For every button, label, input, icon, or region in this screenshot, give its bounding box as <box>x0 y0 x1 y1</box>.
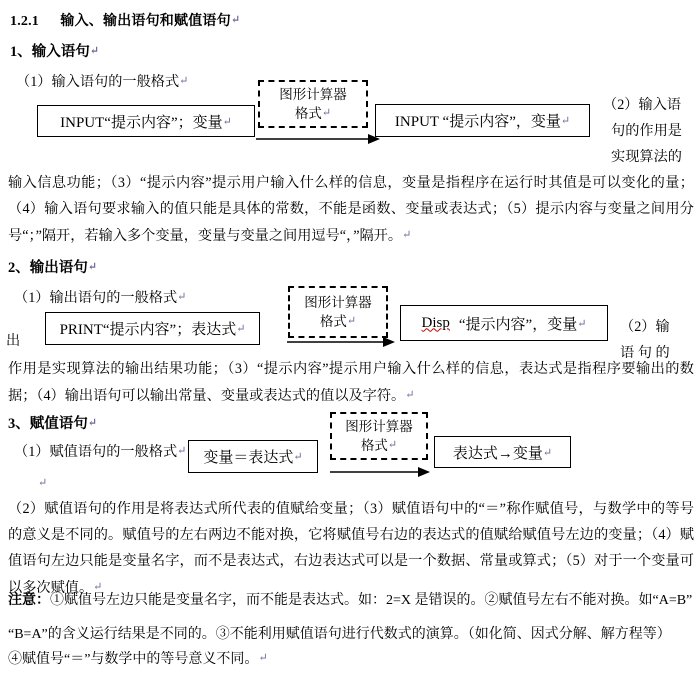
part3-basic-format-box <box>188 440 318 473</box>
part1-calculator-format-box <box>258 80 368 128</box>
part1-body-text: 输入信息功能；（3）“提示内容”提示用户输入什么样的信息，变量是指程序在运行时其值是可以变化的量；（4）输入语句要求输入的值只能是具体的常数，不能是函数、变量或表达式；（5）提示内容与变量之间用分号“；”隔开，若输入多个变量，变量与变量之间用逗号“，”隔开。 <box>8 175 694 244</box>
part2-right-col-line1: （2）输 <box>620 319 670 335</box>
part1-calculator-line2: 格式↵ <box>294 106 332 121</box>
part3-item1 <box>14 438 186 465</box>
note-line-1 <box>8 588 692 614</box>
pilcrow-icon: ↵ <box>405 389 415 401</box>
part2-calculator-line2: 格式↵ <box>319 314 357 329</box>
part1-right-col-line3: 实现算法的 <box>611 149 682 165</box>
part1-result-format-text: INPUT “提示内容”，变量 <box>394 114 561 130</box>
part3-body-paragraph <box>8 496 694 601</box>
part3-heading-text: 3、赋值语句 <box>8 416 88 432</box>
part2-right-col-line2: 语 句 的 <box>620 345 670 361</box>
part3-body-text: （2）赋值语句的作用是将表达式所代表的值赋给变量；（3）赋值语句中的“＝”称作赋值号，与数学中的等号的意义是不同的。赋值号的左右两边不能对换，它将赋值号右边的表达式的值赋给赋值号左边的变量；（4）赋值语句左边只能是变量名字，而不是表达式，右边表达式可以是一个数据、常量或算式；（5）对于一个变量可以多次赋值。 <box>8 501 694 596</box>
part3-result-format-box <box>434 436 571 468</box>
part1-arrow <box>256 130 380 149</box>
pilcrow-icon: ↵ <box>177 291 187 303</box>
part2-heading <box>8 256 97 277</box>
part2-basic-format-box <box>45 312 260 345</box>
part2-arrow <box>287 333 395 352</box>
part3-calculator-line1: 图形计算器 <box>345 419 413 434</box>
pilcrow-icon: ↵ <box>542 446 553 459</box>
part2-left-margin-char: 出 <box>6 333 21 349</box>
note-line2-text: “B=A”的含义运行结果是不同的。③不能利用赋值语句进行代数式的演算。（如化简、因式分解、解方程等） <box>8 627 671 642</box>
section-title: 输入、输出语句和赋值语句 <box>60 14 231 29</box>
part2-item1-text: （1）输出语句的一般格式 <box>14 290 178 306</box>
pilcrow-icon: ↵ <box>177 445 187 457</box>
arrow-right-icon <box>330 463 430 477</box>
note-line-3 <box>8 645 268 673</box>
part1-body-paragraph <box>8 170 694 249</box>
part3-item1-text: （1）赋值语句的一般格式 <box>14 444 178 460</box>
part1-heading-text: 1、输入语句 <box>10 44 90 60</box>
part2-item1 <box>14 284 186 311</box>
part3-calculator-format-box <box>330 412 428 460</box>
pilcrow-icon: ↵ <box>93 581 103 593</box>
pilcrow-icon: ↵ <box>87 417 97 429</box>
part1-calculator-line1: 图形计算器 <box>279 87 347 102</box>
pilcrow-icon: ↵ <box>293 451 303 463</box>
part2-body-paragraph <box>8 356 694 409</box>
part1-right-col-line1: （2）输入语 <box>603 97 682 113</box>
part1-heading <box>10 40 99 61</box>
part3-heading <box>8 412 97 433</box>
part2-result-keyword: Disp <box>421 314 450 331</box>
part1-basic-format-box <box>37 105 255 137</box>
part2-result-rest: “提示内容”，变量 <box>458 316 578 333</box>
pilcrow-icon: ↵ <box>258 652 268 664</box>
note-line1-text: ①赋值号左边只能是变量名字，而不能是表达式。如：2=X 是错误的。②赋值号左右不能对换。如“A=B” <box>50 593 693 608</box>
part2-basic-format-text: PRINT“提示内容”；表达式 <box>59 322 237 338</box>
section-number: 1.2.1 <box>10 14 39 29</box>
part1-item1 <box>16 68 188 95</box>
pilcrow-icon: ↵ <box>577 317 587 330</box>
part1-result-format-box <box>375 104 590 137</box>
pilcrow-icon: ↵ <box>179 75 189 87</box>
pilcrow-icon: ↵ <box>222 115 232 128</box>
part1-basic-format-text: INPUT“提示内容”；变量 <box>60 114 223 131</box>
part3-basic-format-text: 变量＝表达式 <box>203 450 294 466</box>
part2-result-format-box <box>400 305 608 341</box>
pilcrow-icon: ↵ <box>89 45 99 57</box>
pilcrow-icon: ↵ <box>560 115 571 127</box>
part1-right-col-line2: 句的作用是 <box>611 123 682 139</box>
part2-heading-text: 2、输出语句 <box>8 260 88 276</box>
note-label: 注意： <box>8 593 50 608</box>
part3-arrow <box>330 463 430 482</box>
part2-calculator-line1: 图形计算器 <box>304 295 372 310</box>
pilcrow-icon: ↵ <box>402 229 412 241</box>
part2-calculator-format-box <box>288 286 388 338</box>
part3-result-format-text: 表达式→变量 <box>452 445 543 462</box>
arrow-right-icon <box>287 333 395 347</box>
part3-calculator-line2: 格式↵ <box>360 438 398 453</box>
arrow-right-icon <box>256 130 380 144</box>
note-line3-text: ④赋值号“＝”与数学中的等号意义不同。 <box>8 652 259 667</box>
part2-body-text: 作用是实现算法的输出结果功能；（3）“提示内容”提示用户输入什么样的信息，表达式是指程序要输出的数据；（4）输出语句可以输出常量、变量或表达式的值以及字符。 <box>8 361 694 404</box>
pilcrow-icon: ↵ <box>38 477 48 489</box>
section-heading <box>10 10 240 30</box>
part1-item1-text: （1）输入语句的一般格式 <box>16 74 180 90</box>
pilcrow-icon: ↵ <box>230 14 241 26</box>
part3-empty-line <box>38 470 47 497</box>
pilcrow-icon: ↵ <box>87 261 97 273</box>
pilcrow-icon: ↵ <box>236 323 246 335</box>
